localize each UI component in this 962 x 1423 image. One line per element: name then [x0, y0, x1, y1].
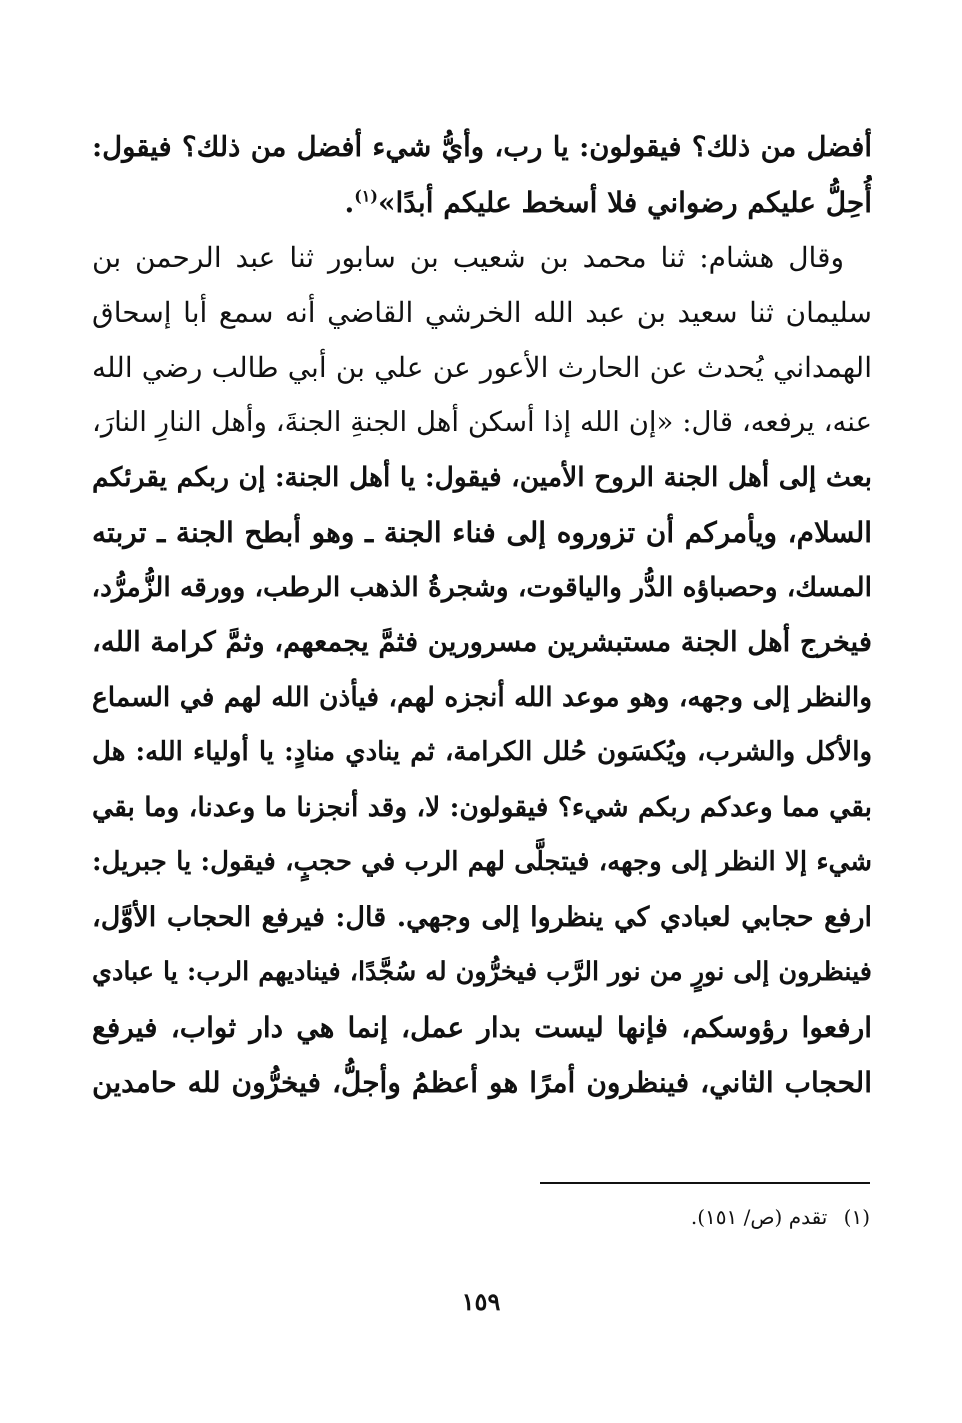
text-line: بقي مما وعدكم ربكم شيء؟ فيقولون: لا، وقد أنجزنا ما وعدنا، وما بقي: [92, 792, 872, 823]
text-line: وقال هشام: ثنا محمد بن شعيب بن سابور ثنا عبد الرحمن بن: [92, 241, 844, 274]
footnote-text: تقدم (ص/ ١٥١).: [690, 1205, 828, 1229]
text-line: بعث إلى أهل الجنة الروح الأمين، فيقول: يا أهل الجنة: إن ربكم يقرئكم: [92, 462, 872, 493]
text-line: ارفعوا رؤوسكم، فإنها ليست بدار عمل، إنما هي دار ثواب، فيرفع: [92, 1011, 872, 1044]
main-text: [92, 120, 872, 1110]
text-line-content: أُحِلُّ عليكم رضواني فلا أسخط عليكم أبدًا»: [377, 186, 872, 219]
text-line: شيء إلا النظر إلى وجهه، فيتجلَّى لهم الرب في حجبٍ، فيقول: يا جبريل:: [92, 847, 872, 877]
text-line: فينظرون إلى نورٍ من نور الرَّب فيخرُّون له سُجَّدًا، فيناديهم الرب: يا عبادي: [92, 957, 872, 987]
text-line: عنه، يرفعه، قال: «إن الله إذا أسكن أهل الجنةِ الجنةَ، وأهل النارِ النارَ،: [92, 406, 872, 438]
text-line: الحجاب الثاني، فينظرون أمرًا هو أعظمُ وأجلُّ، فيخرُّون لله حامدين: [92, 1066, 872, 1099]
footnote-marker: (١): [354, 186, 378, 206]
text-line: السلام، ويأمركم أن تزوروه إلى فناء الجنة ـ وهو أبطح الجنة ـ تربته: [92, 516, 872, 549]
text-line: أفضل من ذلك؟ فيقولون: يا رب، وأيُّ شيء أفضل من ذلك؟ فيقول:: [92, 131, 872, 163]
text-line: ارفع حجابي لعبادي كي ينظروا إلى وجهي. قال: فيرفع الحجاب الأوَّل،: [92, 902, 872, 933]
text-line: فيخرج أهل الجنة مستبشرين مسرورين فثمَّ يجمعهم، وثمَّ كرامة الله،: [92, 626, 872, 658]
footnote-number: (١): [843, 1205, 870, 1229]
footnote: [691, 1202, 870, 1232]
footnote-separator: [540, 1182, 870, 1184]
text-line: والنظر إلى وجهه، وهو موعد الله أنجزه لهم، فيأذن الله لهم في السماع: [92, 682, 872, 713]
text-line: الهمداني يُحدث عن الحارث الأعور عن علي بن أبي طالب رضي الله: [92, 351, 872, 384]
text-line: والأكل والشرب، ويُكسَون حُلل الكرامة، ثم ينادي منادٍ: يا أولياء الله: هل: [92, 737, 872, 767]
sentence-end: .: [344, 186, 355, 219]
text-line: [92, 175, 872, 230]
text-line: المسك، وحصباؤه الدُّر والياقوت، وشجرةُ الذهب الرطب، وورقه الزُّمرُّد،: [92, 572, 872, 603]
text-line: سليمان ثنا سعيد بن عبد الله الخرشي القاضي أنه سمع أبا إسحاق: [92, 296, 872, 329]
page-number: ١٥٩: [461, 1287, 501, 1316]
